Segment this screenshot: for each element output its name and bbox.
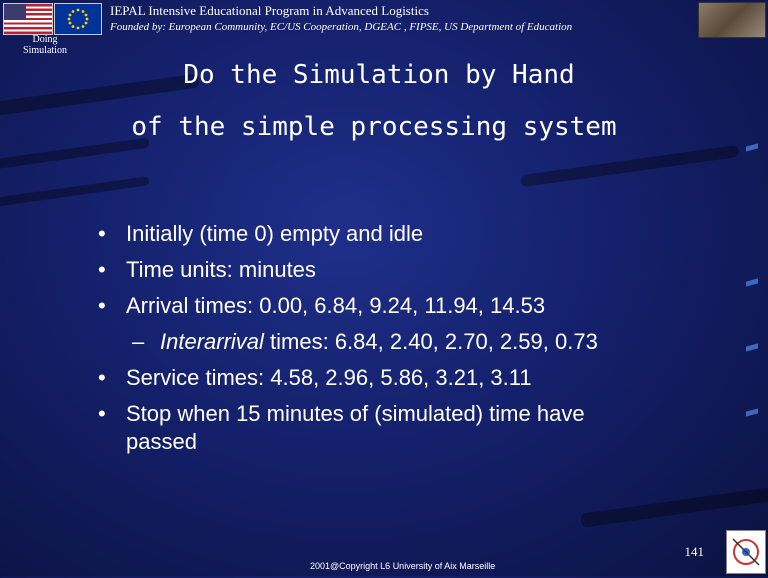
header-subtitle: Founded by: European Community, EC/US Cooperation, DGEAC , FIPSE, US Department of Education (110, 21, 573, 33)
background-streak (0, 138, 150, 173)
page-number: 141 (684, 544, 704, 559)
background-streak (0, 176, 150, 213)
list-item: • Time units: minutes (98, 257, 316, 282)
side-decoration (746, 343, 758, 351)
sub-list-item: – Interarrival times: 6.84, 2.40, 2.70, 2.59, 0.73 (132, 329, 598, 354)
corner-label: Doing Simulation (23, 34, 67, 56)
university-logo-icon (726, 530, 766, 574)
building-logo-icon (698, 2, 766, 38)
header-title: IEPAL Intensive Educational Program in Advanced Logistics (110, 3, 429, 18)
side-decoration (746, 408, 758, 416)
side-decoration (746, 278, 758, 286)
us-flag-icon (3, 3, 53, 35)
list-item: • Arrival times: 0.00, 6.84, 9.24, 11.94, 14.53 (98, 293, 546, 318)
footer-copyright: 2001@Copyright L6 University of Aix Marseille (310, 561, 496, 571)
eu-flag-icon (54, 3, 102, 35)
list-item: • Stop when 15 minutes of (simulated) time have (98, 401, 585, 426)
list-item-continuation: passed (126, 429, 197, 454)
slide-title-line2: of the simple processing system (131, 112, 617, 142)
list-item: • Initially (time 0) empty and idle (98, 221, 424, 246)
side-decoration (746, 143, 758, 151)
slide-title-line1: Do the Simulation by Hand (183, 60, 575, 90)
background-streak (520, 145, 740, 188)
list-item: • Service times: 4.58, 2.96, 5.86, 3.21, 3.11 (98, 365, 532, 390)
bullet-list (98, 216, 718, 457)
background-streak (580, 486, 768, 528)
